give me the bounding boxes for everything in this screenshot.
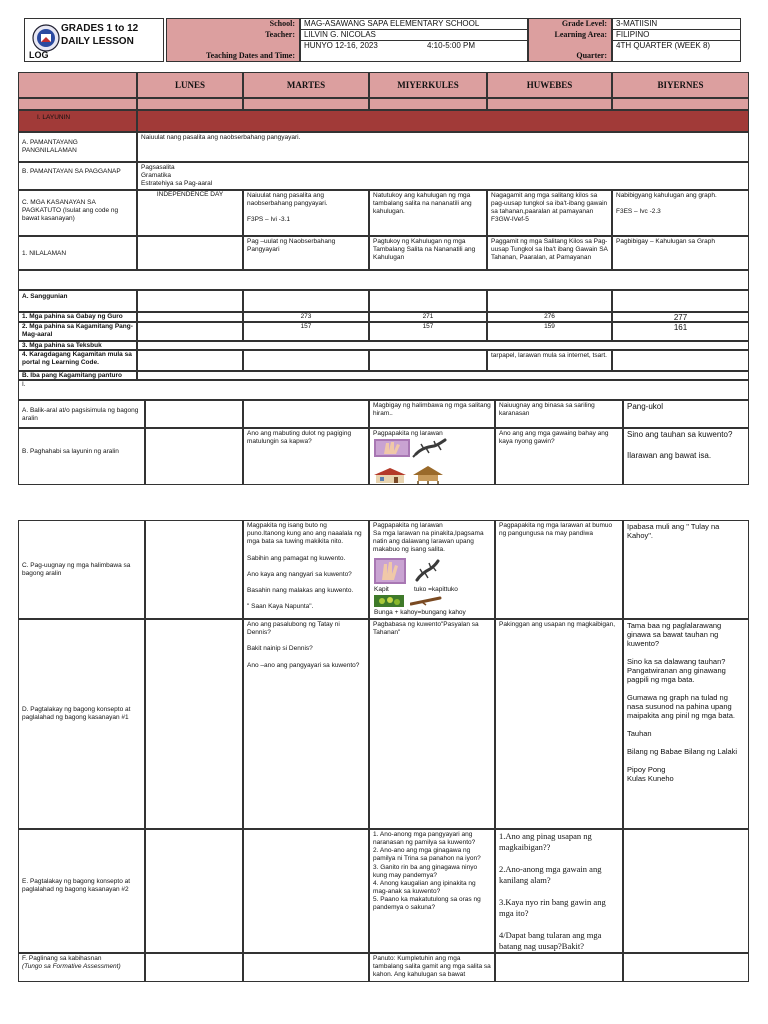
spacer-cell (18, 98, 137, 110)
pag-uugnay-miyerkules (369, 520, 495, 619)
kasanayan-martes: Naiuulat nang pasalita ang naobserbahang pangyayari. F3PS – Ivi -3.1 (243, 190, 369, 236)
paglinang-lunes (145, 953, 243, 982)
row-label-paghahabi: B. Paghahabi sa layunin ng aralin (18, 428, 145, 485)
paghahabi-miy-text: Pagpapakita ng larawan (373, 430, 443, 437)
teacher-value: LILVIN G. NICOLAS (304, 30, 376, 39)
nilalaman-lunes (137, 236, 243, 270)
kasanayan-lunes: INDEPENDENCE DAY (137, 190, 243, 236)
time-value: 4:10-5:00 PM (427, 41, 476, 50)
header-label-column (166, 18, 300, 62)
row-label-teksbuk: 3. Mga pahina sa Teksbuk (18, 341, 137, 350)
pag-uugnay-huwebes: Pagpapakita ng mga larawan at bumuo ng pangungusa na may pandiwa (495, 520, 623, 619)
tuko-label: tuko =kapittuko (414, 586, 458, 593)
pag-uugnay-lunes (145, 520, 243, 619)
header-value-column-2 (612, 18, 741, 62)
area-label: Learning Area: (554, 30, 607, 39)
separator-row (18, 270, 749, 290)
gecko-icon (414, 559, 440, 583)
row-label-pamantayan-sa-pagganap: B. PAMANTAYAN SA PAGGANAP (18, 162, 137, 190)
quarter-label: Quarter: (576, 51, 607, 60)
sanggunian-cell (487, 290, 612, 312)
pagtalakay-2-lunes (145, 829, 243, 953)
paglinang-label: F. Paglinang sa kabihasnan (22, 955, 102, 962)
spacer-cell (137, 98, 243, 110)
grade-label: Grade Level: (561, 19, 607, 28)
kasanayan-label: C. MGA KASANAYAN SA PAGKATUTO (22, 199, 96, 215)
nilalaman-huwebes: Paggamit ng mga Salitang Kilos sa Pag-uusap Tungkol sa Iba't ibang Gawain SA Tahanan, Paaralan, at Pamayanan (487, 236, 612, 270)
area-value: FILIPINO (616, 30, 650, 39)
paghahabi-huwebes: Ano ang ang mga gawaing bahay ang kaya nyong gawin? (495, 428, 623, 485)
corner-cell (18, 72, 137, 98)
hut-icon (412, 465, 444, 485)
karagdagang-cell (243, 350, 369, 371)
row-label-balik-aral: A. Balik-aral at/o pagsisimula ng bagong aralin (18, 400, 145, 428)
day-header-lunes: LUNES (137, 72, 243, 98)
row-label-gabay-guro: 1. Mga pahina sa Gabay ng Guro (18, 312, 137, 322)
section-layunin-bar (137, 110, 749, 132)
logo-text: LOG (29, 50, 49, 60)
title-line1: GRADES 1 to 12 (61, 23, 139, 34)
row-label-iba-pang-kagamitan: B. Iba pang Kagamitang panturo (18, 371, 137, 380)
kagamitang-martes: 157 (243, 322, 369, 341)
karagdagang-cell (612, 350, 749, 371)
pagtalakay-2-huwebes: 1.Ano ang pinag usapan ng magkaibigan?? 2.Ano-anong mga gawain ang kanilang alam? 3.Kaya nyo rin bang gawin ang mga ito? 4/Dapat bang tularan ang mga batang nag uusap?Bakit? (495, 829, 623, 953)
nilalaman-miyerkules: Pagtukoy ng Kahulugan ng mga Tambalang Salita na Nananatili ang Kahulugan (369, 236, 487, 270)
row-label-sanggunian: A. Sanggunian (18, 290, 137, 312)
header-value-column (300, 18, 528, 62)
teksbuk-row (137, 341, 749, 350)
pagtalakay-1-biyernes: Tama baa ng paglalarawang ginawa sa bawat tauhan ng kuwento? Sino ka sa dalawang tauhan? Pangatwiranan ang ginawang pagpili ng mga bata. Gumawa ng graph na tulad ng nasa susunod na pahina upang maipakita ang pinil ng mga bata. Tauhan Bilang ng Babae Bilang ng Lalaki Pipoy Pong Kulas Kuneho (623, 619, 749, 829)
pagtalakay-1-lunes (145, 619, 243, 829)
kasanayan-note: (Isulat ang code ng bawat kasanayan) (22, 207, 119, 223)
row-label-nilalaman: 1. NILALAMAN (18, 236, 137, 270)
paghahabi-lunes (145, 428, 243, 485)
gabay-guro-lunes (137, 312, 243, 322)
sanggunian-cell (137, 290, 243, 312)
gecko-icon (412, 438, 448, 458)
section-layunin-title: I. LAYUNIN (18, 110, 137, 132)
kapit-label: Kapit (374, 586, 389, 593)
paghahabi-biyernes: Sino ang tauhan sa kuwento? Ilarawan ang bawat isa. (623, 428, 749, 485)
quarter-value: 4TH QUARTER (WEEK 8) (616, 41, 711, 50)
school-label: School: (269, 19, 295, 28)
pagtalakay-2-martes (243, 829, 369, 953)
paglinang-huwebes (495, 953, 623, 982)
karagdagang-cell (137, 350, 243, 371)
pagtalakay-1-miyerkules: Pagbabasa ng kuwento"Pasyalan sa Tahanan" (369, 619, 495, 829)
balik-aral-huwebes: Naiuugnay ang binasa sa sariling karanasan (495, 400, 623, 428)
row-label-pag-uugnay: C. Pag-uugnay ng mga halimbawa sa bagong aralin (18, 520, 145, 619)
pagtalakay-2-biyernes (623, 829, 749, 953)
school-value: MAG-ASAWANG SAPA ELEMENTARY SCHOOL (304, 19, 480, 28)
row-label-roman-i: I. (18, 380, 749, 400)
day-header-martes: MARTES (243, 72, 369, 98)
gabay-guro-martes: 273 (243, 312, 369, 322)
pag-uugnay-biyernes: Ipabasa muli ang " Tulay na Kahoy". (623, 520, 749, 619)
teacher-label: Teacher: (265, 30, 295, 39)
hand-icon (374, 558, 406, 584)
nilalaman-martes: Pag –uulat ng Naobserbahang Pangyayari (243, 236, 369, 270)
row-label-pagtalakay-2: E. Pagtalakay ng bagong konsepto at paglalahad ng bagong kasanayan #2 (18, 829, 145, 953)
nilalaman-biyernes: Pagbibigay – Kahulugan sa Graph (612, 236, 749, 270)
title-line2: DAILY LESSON (61, 36, 134, 47)
row-label-pagtalakay-1: D. Pagtalakay ng bagong konsepto at paglalahad ng bagong kasanayan #1 (18, 619, 145, 829)
kagamitang-lunes (137, 322, 243, 341)
house-icon (372, 467, 408, 485)
kasanayan-huwebes: Nagagamit ang mga salitang kilos sa pag-uusap tungkol sa iba't-ibang gawain sa tahanan,paaralan at pamayanan F3GW-IVef-5 (487, 190, 612, 236)
paghahabi-miyerkules (369, 428, 495, 485)
header-label-column-2 (528, 18, 612, 62)
paghahabi-martes: Ano ang mabuting dulot ng pagiging matulungin sa kapwa? (243, 428, 369, 485)
row-label-karagdagang-kagamitan: 4. Karagdagang Kagamitan mula sa portal ng Learning Code. (18, 350, 137, 371)
logo-block (24, 18, 164, 62)
day-header-biyernes: BIYERNES (612, 72, 749, 98)
pag-uugnay-miy-text: Pagpapakita ng larawan Sa mga larawan na pinakita,Ipagsama natin ang dalawang larawan upang makabuo ng isang salita. (373, 522, 484, 554)
hand-icon (374, 439, 410, 457)
paglinang-sublabel: (Tungo sa Formative Assessment) (22, 963, 121, 971)
pagtalakay-1-martes: Ano ang pasalubong ng Tatay ni Dennis? Bakit nainip si Dennis? Ano –ano ang pangyayari sa kuwento? (243, 619, 369, 829)
kagamitang-huwebes: 159 (487, 322, 612, 341)
spacer-cell (487, 98, 612, 110)
balik-aral-miyerkules: Magbigay ng halimbawa ng mga salitang hiram.. (369, 400, 495, 428)
day-header-huwebes: HUWEBES (487, 72, 612, 98)
gabay-guro-biyernes: 277 (612, 312, 749, 322)
row-label-kagamitang-mag-aaral: 2. Mga pahina sa Kagamitang Pang-Mag-aaral (18, 322, 137, 341)
pagtalakay-2-miyerkules: 1. Ano-anong mga pangyayari ang naranasan ng pamilya sa kuwento? 2. Ano-ano ang mga ginagawa ng pamilya ni Trina sa panahon na iyon? 3. Ganito rin ba ang ginagawa ninyo kung may pandemya? 4. Anong kaugalian ang ipinakita ng mag-anak sa kuwento? 5. Paano ka makatutulong sa oras ng pandemya o sakuna? (369, 829, 495, 953)
bunga-label: Bunga + kahoy=bungang kahoy (374, 609, 466, 616)
kagamitang-miyerkules: 157 (369, 322, 487, 341)
karagdagang-huwebes: tarpapel, larawan mula sa internet, tsart. (487, 350, 612, 371)
dates-label: Teaching Dates and Time: (206, 51, 295, 60)
sanggunian-cell (369, 290, 487, 312)
gabay-guro-huwebes: 276 (487, 312, 612, 322)
pagtalakay-1-huwebes: Pakinggan ang usapan ng magkaibigan, (495, 619, 623, 829)
kasanayan-miyerkules: Natutukoy ang kahulugan ng mga tambalang salita na nananatili ang kahulugan. (369, 190, 487, 236)
pag-uugnay-martes: Magpakita ng isang buto ng puno.Itanong kung ano ang naaalala ng mga bata sa tuwing makikita nito. Sabihin ang pamagat ng kuwento. Ano kaya ang nangyari sa kuwento? Basahin nang malakas ang kuwento. " Saan Kaya Napunta". (243, 520, 369, 619)
kagamitang-biyernes: 161 (612, 322, 749, 341)
spacer-cell (369, 98, 487, 110)
dates-value: HUNYO 12-16, 2023 (304, 41, 378, 50)
paglinang-miyerkules: Panuto: Kumpletuhin ang mga tambalang salita gamit ang mga salita sa kahon. Ang kahulugan sa bawat (369, 953, 495, 982)
fruit-icon (374, 595, 404, 607)
sanggunian-cell (243, 290, 369, 312)
paglinang-martes (243, 953, 369, 982)
paglinang-biyernes (623, 953, 749, 982)
iba-pang-kagamitan-row (137, 371, 749, 380)
spacer-cell (243, 98, 369, 110)
grade-value: 3-MATIISIN (616, 19, 658, 28)
deped-seal-icon (31, 23, 61, 53)
row-label-paglinang (18, 953, 145, 982)
sanggunian-cell (612, 290, 749, 312)
balik-aral-lunes (145, 400, 243, 428)
pamantayan-sa-pagganap-text: Pagsasalita Gramatika Estratehiya sa Pag-aaral (137, 162, 749, 190)
day-header-miyerkules: MIYERKULES (369, 72, 487, 98)
balik-aral-biyernes: Pang-ukol (623, 400, 749, 428)
spacer-cell (612, 98, 749, 110)
karagdagang-cell (369, 350, 487, 371)
row-label-pamantayang-pangnilalaman: A. PAMANTAYANG PANGNILALAMAN (18, 132, 137, 162)
balik-aral-martes (243, 400, 369, 428)
kasanayan-biyernes: Nabibigyang kahulugan ang graph. F3ES – Ivc -2.3 (612, 190, 749, 236)
row-label-kasanayan (18, 190, 137, 236)
gabay-guro-miyerkules: 271 (369, 312, 487, 322)
branch-icon (410, 596, 442, 606)
pamantayang-pangnilalaman-text: Naiuulat nang pasalita ang naobserbahang pangyayari. (137, 132, 749, 162)
